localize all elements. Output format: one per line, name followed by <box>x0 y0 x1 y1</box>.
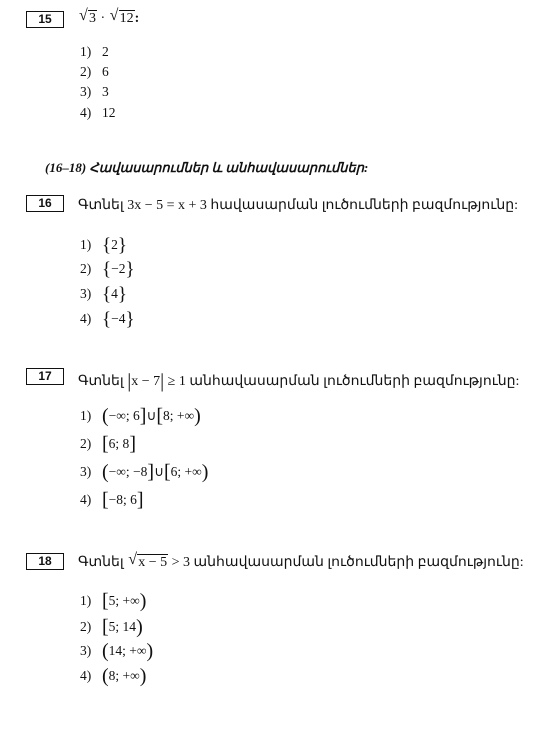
question-number: 16 <box>26 195 64 212</box>
question-stem: Գտնել |x − 7| ≥ 1 անհավասարման լուծումների բազմությունը: <box>78 370 520 392</box>
answer-option[interactable]: 4) [−8; 6] <box>80 489 144 511</box>
question-stem: Գտնել 3x − 5 = x + 3 հավասարման լուծումների բազմությունը: <box>78 198 518 213</box>
answer-option[interactable]: 1) [5; +∞) <box>80 590 147 612</box>
answer-option[interactable]: 3) 3 <box>80 84 109 99</box>
question-number: 18 <box>26 553 64 570</box>
answer-option[interactable]: 2) [5; 14) <box>80 616 143 638</box>
sqrt-symbol: √ x − 5 <box>128 551 168 570</box>
answer-option[interactable]: 4) (8; +∞) <box>80 665 147 687</box>
answer-option[interactable]: 1) 2 <box>80 44 109 59</box>
section-title: (16–18) Հավասարումներ և անհավասարումներ: <box>45 160 369 175</box>
answer-option[interactable]: 2) 6 <box>80 64 109 79</box>
question-number: 17 <box>26 368 64 385</box>
answer-option[interactable]: 3) (14; +∞) <box>80 640 154 662</box>
answer-option[interactable]: 1) (−∞; 6]∪[8; +∞) <box>80 405 201 427</box>
sqrt-symbol: √ 3 <box>79 7 96 26</box>
question-stem: Գտնել √ x − 5 > 3 անհավասարման լուծումների բազմությունը: <box>78 551 524 570</box>
answer-option[interactable]: 2) {−2} <box>80 259 135 280</box>
answer-option[interactable]: 3) {4} <box>80 284 127 305</box>
answer-option[interactable]: 2) [6; 8] <box>80 433 136 455</box>
question-number: 15 <box>26 11 64 28</box>
answer-option[interactable]: 4) {−4} <box>80 309 135 330</box>
answer-option[interactable]: 4) 12 <box>80 105 116 120</box>
answer-option[interactable]: 3) (−∞; −8]∪[6; +∞) <box>80 461 209 483</box>
answer-option[interactable]: 1) {2} <box>80 235 127 256</box>
question-stem: √ 3 · √ 12: <box>79 7 140 26</box>
